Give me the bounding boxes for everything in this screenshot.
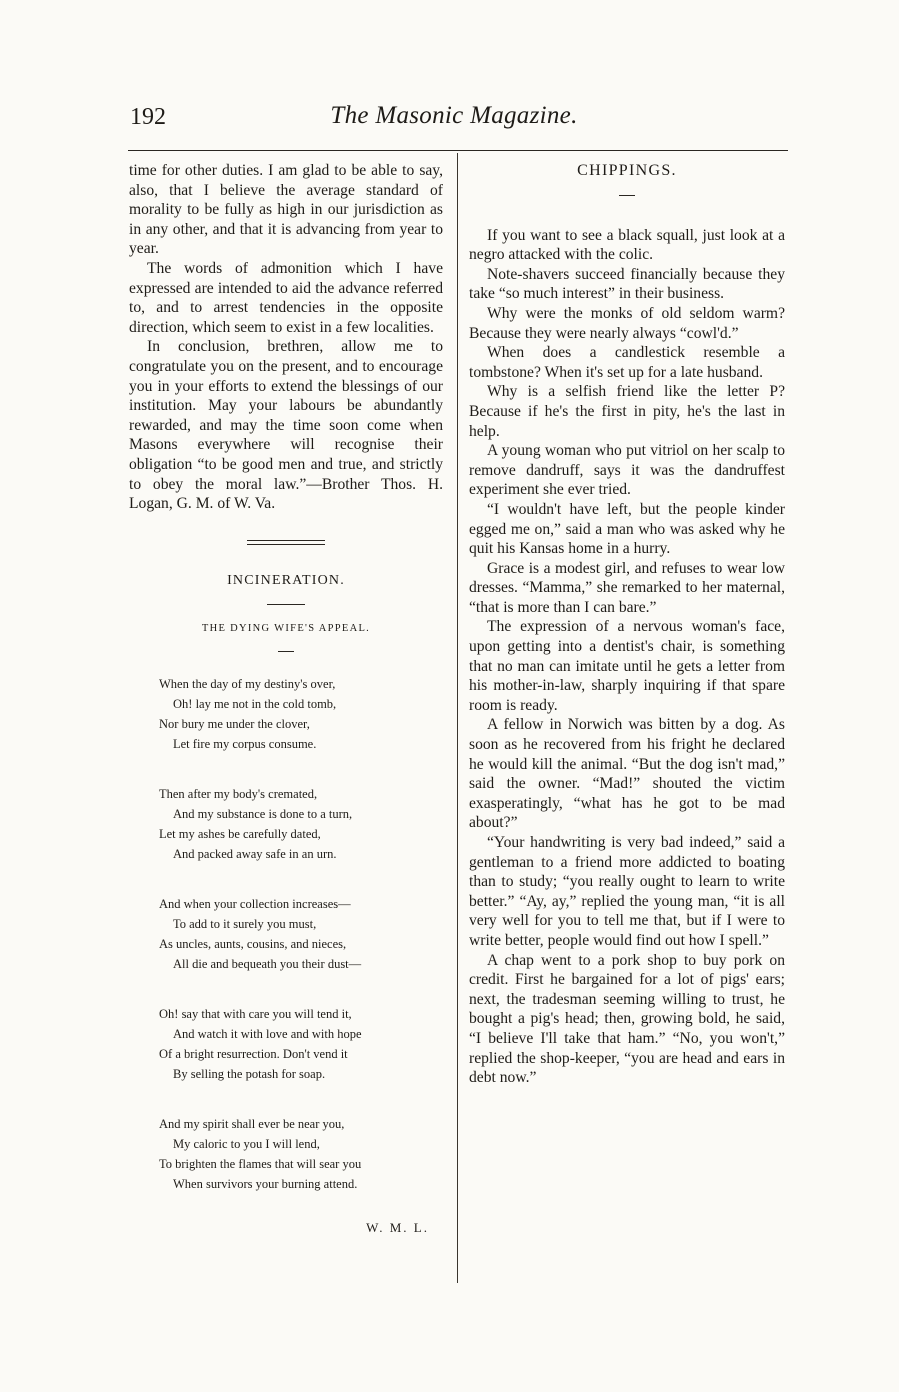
poem-line: And my spirit shall ever be near you, (159, 1116, 345, 1131)
poem-line: Oh! lay me not in the cold tomb, (173, 696, 337, 711)
poem-line: When the day of my destiny's over, (159, 676, 336, 691)
left-paragraph: time for other duties. I am glad to be able to say, also, that I believe the average standard of morality to be fully as high in our jurisdiction as in any other, and that it is advancing from year to year. (129, 162, 443, 258)
poem-stanza (159, 784, 443, 864)
poem-line: And when your collection increases— (159, 896, 351, 911)
subtitle-rule (278, 651, 294, 652)
title-rule (619, 195, 635, 196)
poem-line: Let fire my corpus consume. (173, 736, 317, 751)
chipping-item: When does a candlestick resemble a tombstone? When it's set up for a late husband. (469, 344, 785, 381)
section-title: CHIPPINGS. (577, 162, 677, 179)
left-paragraph: The words of admonition which I have expressed are intended to aid the advance referred to, and to arrest tendencies in the opposite direction, which seem to exist in a few localities. (129, 259, 443, 336)
poem-line: To brighten the flames that will sear you (159, 1156, 362, 1171)
left-paragraph: In conclusion, brethren, allow me to congratulate you on the present, and to encourage you in your efforts to extend the blessings of our institution. May your labours be abundantly rewarded, and may the time soon come when Masons everywhere will recognise their obligation “to be good men and true, and strictly to obey the moral law.”—Brother Thos. H. Logan, G. M. of W. Va. (129, 338, 443, 513)
chippings-list (469, 226, 785, 1088)
poem-line: All die and bequeath you their dust— (173, 956, 362, 971)
left-column (129, 161, 443, 1237)
poem-line: And watch it with love and with hope (173, 1026, 362, 1041)
chipping-item: A chap went to a pork shop to buy pork on credit. First he bargained for a lot of pigs' ears; next, the tradesman seeming willing to trust, he bought a pig's head; then, growing bold, he said, “I believe I'll take that ham.” “No, you won't,” replied the shop-keeper, “you are head and ears in debt now.” (469, 951, 785, 1087)
chipping-item: A fellow in Norwich was bitten by a dog. As soon as he recovered from his fright he declared he would kill the animal. “But the dog isn't mad,” said the owner. “Mad!” shouted the victim exasperatingly, “what has he got to be mad about?” (469, 716, 785, 832)
poem-stanza (159, 674, 443, 754)
chipping-item: If you want to see a black squall, just look at a negro attacked with the colic. (469, 226, 785, 264)
poem-line: Nor bury me under the clover, (159, 716, 310, 731)
chipping-item: Grace is a modest girl, and refuses to wear low dresses. “Mamma,” she remarked to her maternal, “that is more than I can bare.” (469, 559, 785, 616)
chipping-item: “Your handwriting is very bad indeed,” said a gentleman to a friend more addicted to boating than to study; “you really ought to learn to write better.” “Ay, ay,” replied the young man, “it is all very well for you to tell me that, but if I were to write better, people would find out how I spell.” (469, 834, 785, 949)
poem-body (129, 674, 443, 1194)
poem-line: By selling the potash for soap. (173, 1066, 326, 1081)
poem-line: My caloric to you I will lend, (173, 1136, 320, 1151)
running-title: The Masonic Magazine. (330, 102, 578, 129)
poem-line: As uncles, aunts, cousins, and nieces, (159, 936, 347, 951)
header-rule (128, 150, 788, 151)
section-double-rule (247, 540, 325, 545)
poem-line: Oh! say that with care you will tend it, (159, 1006, 352, 1021)
poem-line: Let my ashes be carefully dated, (159, 826, 321, 841)
right-column (469, 161, 785, 1088)
chipping-item: “I wouldn't have left, but the people kinder egged me on,” said a man who was asked why he quit his Kansas home in a hurry. (469, 500, 785, 558)
chipping-item: The expression of a nervous woman's face, upon getting into a dentist's chair, is something that no man can imitate until he gets a letter from his mother-in-law, sharply inquiring if that spare room is ready. (469, 618, 785, 714)
poem-line: To add to it surely you must, (173, 916, 317, 931)
poem-stanza (159, 894, 443, 974)
chipping-item: Why were the monks of old seldom warm? Because they were nearly always “cowl'd.” (469, 304, 785, 342)
poem-subtitle: THE DYING WIFE'S APPEAL. (201, 623, 371, 635)
poem-line: And my substance is done to a turn, (173, 806, 353, 821)
poem-signature: W. M. L. (366, 1219, 429, 1235)
poem-line: When survivors your burning attend. (173, 1176, 358, 1191)
page-header (120, 100, 788, 136)
poem-line: And packed away safe in an urn. (173, 846, 337, 861)
chipping-item: Why is a selfish friend like the letter P? Because if he's the first in pity, he's the last in help. (469, 383, 785, 440)
poem-title: INCINERATION. (227, 572, 345, 588)
poem-stanza (159, 1114, 443, 1194)
page-number: 192 (130, 104, 166, 130)
column-divider (457, 153, 458, 1283)
chipping-item: Note-shavers succeed financially because they take “so much interest” in their business. (469, 265, 785, 303)
chipping-item: A young woman who put vitriol on her scalp to remove dandruff, says it was the dandruffest experiment she ever tried. (469, 442, 785, 499)
poem-line: Then after my body's cremated, (159, 786, 318, 801)
poem-line: Of a bright resurrection. Don't vend it (159, 1046, 348, 1061)
title-rule (267, 604, 305, 605)
poem-stanza (159, 1004, 443, 1084)
